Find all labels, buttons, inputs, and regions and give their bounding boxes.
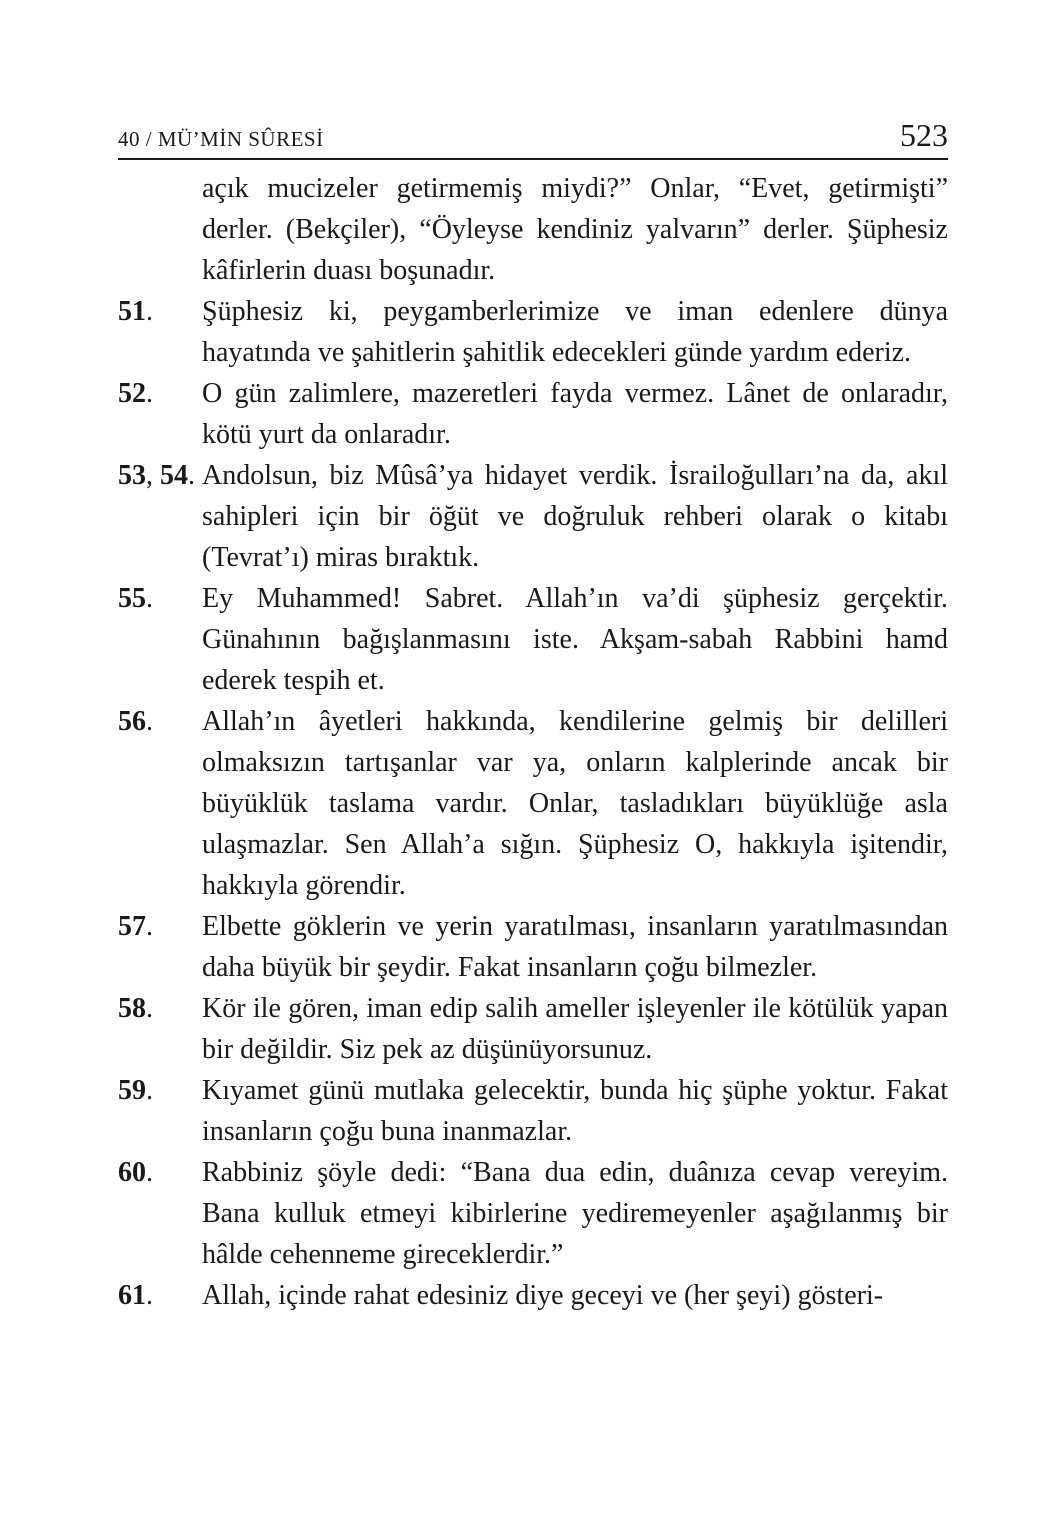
verse-number: 56. xyxy=(118,706,153,737)
verse-text: açık mucizeler getirmemiş miydi?” Onlar, “Evet, getirmişti” derler. (Bekçiler), “Öyleyse kendiniz yalvarın” derler. Şüphesiz kâfirlerin duası boşunadır. xyxy=(202,173,948,286)
verse-61 xyxy=(118,1275,948,1316)
verse-number: 57. xyxy=(118,911,153,942)
verse-number: 60. xyxy=(118,1157,153,1188)
verse-53-54 xyxy=(118,455,948,578)
verse-text: Şüphesiz ki, peygamberlerimize ve iman edenlere dünya hayatında ve şahitlerin şahitlik edecekleri günde yardım ederiz. xyxy=(202,296,948,368)
verse-number: 53, 54. xyxy=(118,460,195,491)
verse-text: O gün zalimlere, mazeretleri fayda vermez. Lânet de onlaradır, kötü yurt da onlaradır. xyxy=(202,378,948,450)
verse-text: Rabbiniz şöyle dedi: “Bana dua edin, duânıza cevap vereyim. Bana kulluk etmeyi kibirlerine yediremeyenler aşağılanmış bir hâlde cehenneme gireceklerdir.” xyxy=(202,1157,948,1270)
verse-58 xyxy=(118,988,948,1070)
verse-text: Allah’ın âyetleri hakkında, kendilerine gelmiş bir delilleri olmaksızın tartışanlar var ya, onların kalplerinde ancak bir büyüklük taslama vardır. Onlar, tasladıkları büyüklüğe asla ulaşmazlar. Sen Allah’a sığın. Şüphesiz O, hakkıyla işitendir, hakkıyla görendir. xyxy=(202,706,948,901)
verse-number: 51. xyxy=(118,296,153,327)
verse-text: Andolsun, biz Mûsâ’ya hidayet verdik. İsrailoğulları’na da, akıl sahipleri için bir öğüt ve doğruluk rehberi olarak o kitabı (Tevrat’ı) miras bıraktık. xyxy=(202,460,948,573)
verse-60 xyxy=(118,1152,948,1275)
verse-text: Ey Muhammed! Sabret. Allah’ın va’di şüphesiz gerçektir. Günahının bağışlanmasını iste. Akşam-sabah Rabbini hamd ederek tespih et. xyxy=(202,583,948,696)
verse-number: 59. xyxy=(118,1075,153,1106)
verse-55 xyxy=(118,578,948,701)
verse-text: Kıyamet günü mutlaka gelecektir, bunda hiç şüphe yoktur. Fakat insanların çoğu buna inanmazlar. xyxy=(202,1075,948,1147)
page-body xyxy=(118,168,948,1316)
page-header xyxy=(118,112,948,160)
verse-continuation xyxy=(118,168,948,291)
verse-text: Allah, içinde rahat edesiniz diye geceyi ve (her şeyi) gösteri- xyxy=(202,1280,884,1311)
running-title: 40 / MÜ’MİN SÛRESİ xyxy=(118,127,324,151)
verse-57 xyxy=(118,906,948,988)
page-number: 523 xyxy=(900,117,948,153)
verse-56 xyxy=(118,701,948,906)
verse-number: 52. xyxy=(118,378,153,409)
verse-51 xyxy=(118,291,948,373)
verse-number: 55. xyxy=(118,583,153,614)
verse-52 xyxy=(118,373,948,455)
verse-text: Kör ile gören, iman edip salih ameller işleyenler ile kötülük yapan bir değildir. Siz pek az düşünüyorsunuz. xyxy=(202,993,948,1065)
verse-number: 61. xyxy=(118,1280,153,1311)
verse-59 xyxy=(118,1070,948,1152)
verse-text: Elbette göklerin ve yerin yaratılması, insanların yaratılmasından daha büyük bir şeydir. Fakat insanların çoğu bilmezler. xyxy=(202,911,948,983)
verse-number: 58. xyxy=(118,993,153,1024)
